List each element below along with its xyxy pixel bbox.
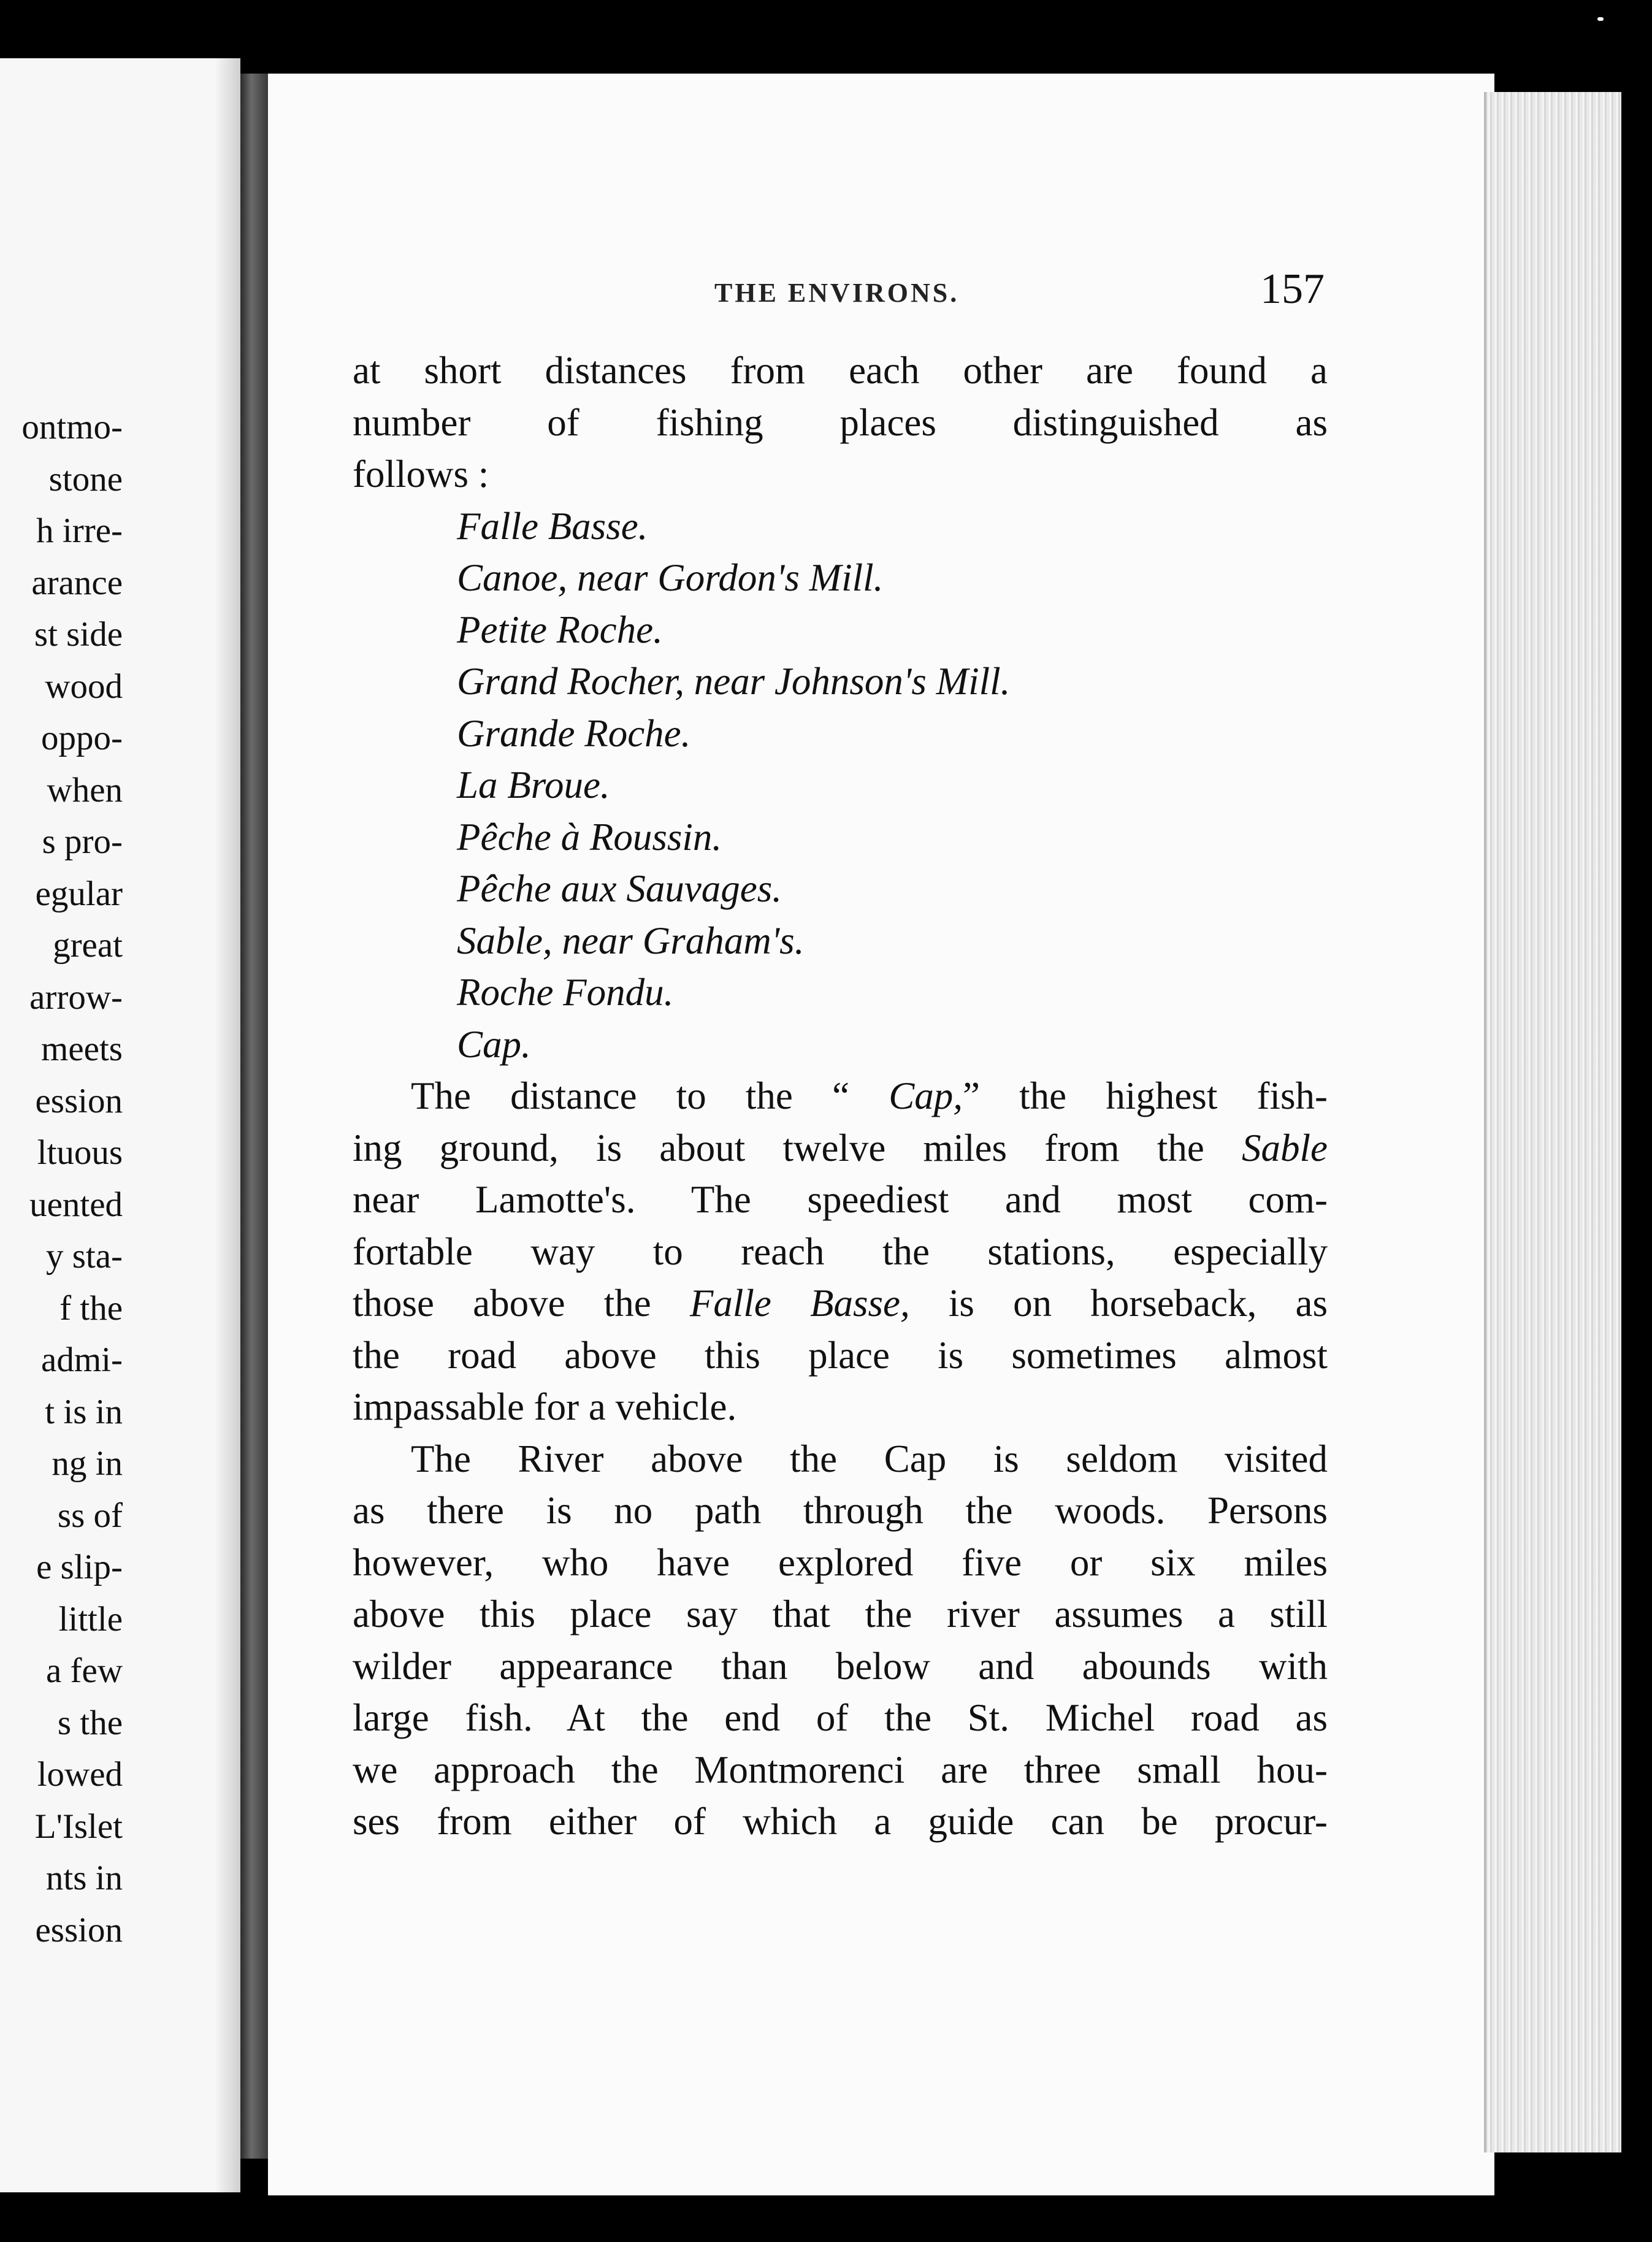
left-page-line: wood xyxy=(45,667,123,706)
text-line: above this place say that the river assumes a still xyxy=(353,1593,1328,1636)
page-number: 157 xyxy=(1260,266,1325,313)
text-line: ing ground, is about twelve miles from the Sable xyxy=(353,1126,1328,1169)
fishing-place-item: Pêche aux Sauvages. xyxy=(457,867,782,910)
text-line: large fish. At the end of the St. Michel road as xyxy=(353,1696,1328,1739)
left-page-line: egular xyxy=(35,874,123,913)
text-line: number of fishing places distinguished as xyxy=(353,400,1328,444)
scan-speck xyxy=(1597,17,1604,21)
text-line: fortable way to reach the stations, especially xyxy=(353,1230,1328,1273)
left-page-line: ss of xyxy=(57,1496,123,1535)
text-line: the road above this place is sometimes almost xyxy=(353,1333,1328,1377)
running-head: THE ENVIRONS. xyxy=(714,278,960,308)
left-page-line: arrow- xyxy=(29,978,123,1017)
left-page-line: nts in xyxy=(45,1859,123,1897)
left-page-line: uented xyxy=(29,1185,123,1224)
text-line: wilder appearance than below and abounds with xyxy=(353,1644,1328,1688)
text-line: The River above the Cap is seldom visited xyxy=(411,1437,1328,1480)
left-page-line: L'Islet xyxy=(34,1807,123,1846)
book-binding xyxy=(240,74,268,2159)
river-paragraph xyxy=(353,1433,1328,1848)
left-page-line: y sta- xyxy=(45,1237,123,1276)
left-page-line: meets xyxy=(41,1030,123,1068)
fishing-place-item: La Broue. xyxy=(457,763,610,806)
fishing-place-item: Grande Roche. xyxy=(457,711,691,755)
fishing-place-item: Cap. xyxy=(457,1022,531,1066)
text-line: near Lamotte's. The speediest and most com- xyxy=(353,1178,1328,1221)
text-line: we approach the Montmorenci are three small hou- xyxy=(353,1748,1328,1791)
left-page-line: h irre- xyxy=(36,511,123,550)
left-page-line: st side xyxy=(34,615,123,654)
text-line: impassable for a vehicle. xyxy=(353,1385,737,1428)
text-line: follows : xyxy=(353,453,489,495)
left-page-line: ession xyxy=(35,1081,123,1120)
gutter-shadow xyxy=(216,58,240,2192)
left-page xyxy=(0,58,240,2192)
fishing-place-item: Canoe, near Gordon's Mill. xyxy=(457,556,884,599)
text-line: ses from either of which a guide can be procur- xyxy=(353,1800,1328,1843)
left-page-line: oppo- xyxy=(41,719,123,757)
fishing-place-item: Roche Fondu. xyxy=(457,971,674,1014)
fishing-place-item: Falle Basse. xyxy=(457,504,648,548)
left-page-line: a few xyxy=(46,1651,123,1690)
left-page-line: e slip- xyxy=(36,1548,123,1586)
text-line: those above the Falle Basse, is on horseback, as xyxy=(353,1282,1328,1325)
left-page-line: little xyxy=(58,1599,123,1639)
left-page-line: ontmo- xyxy=(21,408,123,446)
left-page-line: ltuous xyxy=(37,1133,123,1172)
left-page-line: great xyxy=(53,926,123,965)
fishing-place-item: Sable, near Graham's. xyxy=(457,919,805,962)
text-line: as there is no path through the woods. Persons xyxy=(353,1489,1328,1532)
left-page-line: arance xyxy=(31,563,123,602)
text-line: The distance to the “ Cap,” the highest fish- xyxy=(411,1074,1328,1117)
left-page-line: lowed xyxy=(37,1755,123,1794)
fishing-places-list xyxy=(353,500,1328,1071)
left-page-line: s pro- xyxy=(42,822,123,861)
left-page-line: stone xyxy=(48,459,123,499)
left-page-line: f the xyxy=(59,1288,123,1328)
left-page-line: ession xyxy=(35,1910,123,1949)
distance-paragraph xyxy=(353,1070,1328,1433)
left-page-text xyxy=(0,402,123,1956)
intro-paragraph xyxy=(353,345,1328,500)
left-page-line: s the xyxy=(57,1703,123,1742)
text-line: at short distances from each other are found a xyxy=(353,349,1328,392)
fishing-place-item: Petite Roche. xyxy=(457,608,663,651)
left-page-line: t is in xyxy=(45,1392,123,1431)
fishing-place-item: Grand Rocher, near Johnson's Mill. xyxy=(457,660,1011,703)
page-edge-stack xyxy=(1484,92,1621,2152)
left-page-line: when xyxy=(47,770,123,809)
body-text xyxy=(353,345,1328,1848)
left-page-line: ng in xyxy=(52,1444,123,1483)
left-page-line: admi- xyxy=(41,1341,123,1379)
fishing-place-item: Pêche à Roussin. xyxy=(457,815,722,859)
text-line: however, who have explored five or six miles xyxy=(353,1540,1328,1584)
